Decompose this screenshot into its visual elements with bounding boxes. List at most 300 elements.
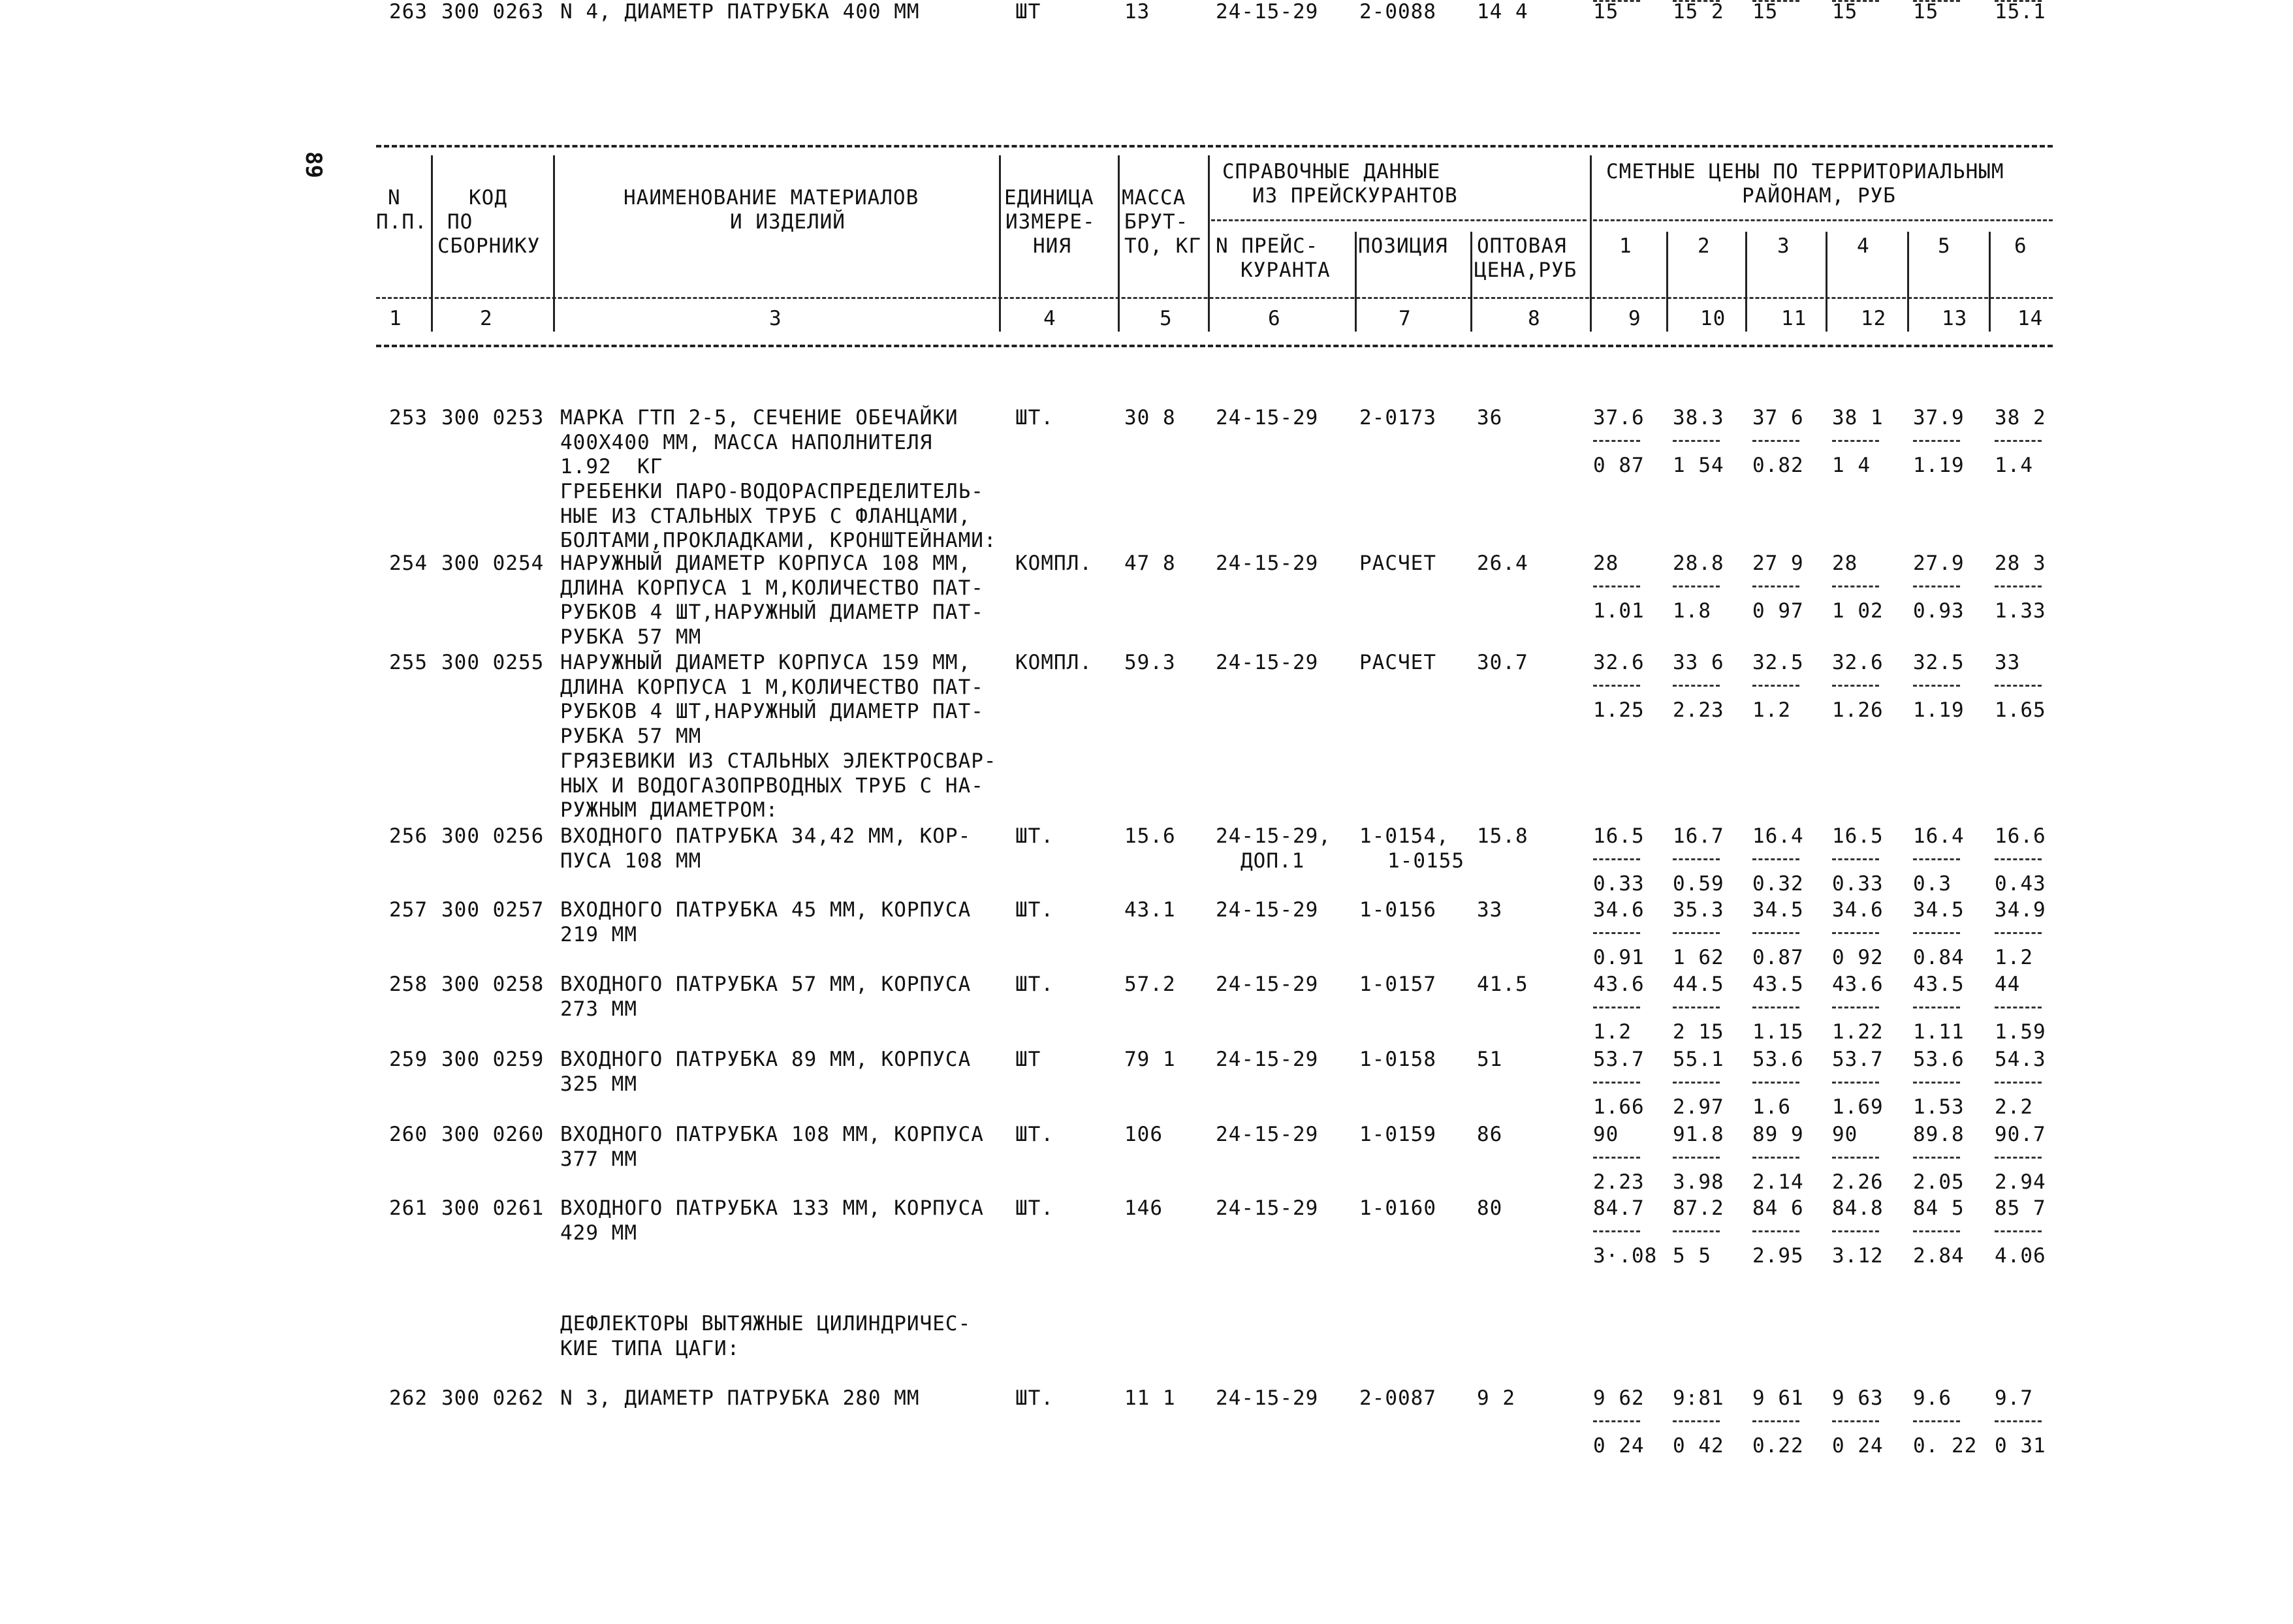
estimated-price-bottom: 1.19 bbox=[1913, 698, 1965, 722]
fraction-bar bbox=[1593, 1157, 1640, 1159]
fraction-bar bbox=[1752, 932, 1799, 934]
fraction-bar bbox=[1593, 586, 1640, 587]
estimated-price-top: 9:81 bbox=[1673, 1386, 1724, 1410]
row-code: 300 0261 bbox=[441, 1196, 545, 1220]
column-separator bbox=[553, 155, 555, 332]
estimated-price-bottom: 2.14 bbox=[1752, 1170, 1804, 1194]
header-col-number-14: 14 bbox=[2017, 307, 2044, 330]
estimated-price-bottom: 2.95 bbox=[1752, 1244, 1804, 1268]
row-unit: ШТ. bbox=[1015, 898, 1054, 922]
header-col6-line1: N ПРЕЙС- bbox=[1216, 234, 1319, 258]
header-col5-line1: МАССА bbox=[1122, 186, 1186, 210]
header-price-group-line2: РАЙОНАМ, РУБ bbox=[1742, 184, 1896, 208]
fraction-bar bbox=[1995, 1420, 2042, 1422]
row-unit: КОМПЛ. bbox=[1015, 552, 1092, 575]
row-unit: ШТ. bbox=[1015, 406, 1054, 429]
fraction-bar bbox=[1673, 685, 1720, 687]
estimated-price-top: 16.4 bbox=[1913, 824, 1965, 848]
estimated-price-top: 38 1 bbox=[1832, 406, 1884, 429]
fraction-bar bbox=[1995, 685, 2042, 687]
header-col-number-11: 11 bbox=[1781, 307, 1807, 330]
estimated-price-top: 87.2 bbox=[1673, 1196, 1724, 1220]
fraction-bar bbox=[1752, 858, 1799, 860]
header-mid-rule bbox=[376, 297, 2053, 299]
fraction-bar bbox=[1995, 0, 2042, 2]
estimated-price-bottom: 5 5 bbox=[1673, 1244, 1711, 1268]
fraction-bar bbox=[1913, 1007, 1960, 1008]
fraction-bar bbox=[1752, 1082, 1799, 1084]
row-position: 1-0154, bbox=[1359, 824, 1449, 848]
header-region-2: 2 bbox=[1698, 234, 1711, 258]
row-name-line: ВХОДНОГО ПАТРУБКА 57 ММ, КОРПУСА bbox=[560, 973, 972, 996]
estimated-price-bottom: 1.53 bbox=[1913, 1095, 1965, 1119]
fraction-bar bbox=[1752, 1007, 1799, 1008]
estimated-price-bottom: 1.8 bbox=[1673, 599, 1711, 623]
estimated-price-top: 54.3 bbox=[1995, 1048, 2046, 1071]
estimated-price-top: 35.3 bbox=[1673, 898, 1724, 922]
row-pricelist: 24-15-29 bbox=[1216, 0, 1319, 23]
row-name-line: ДЛИНА КОРПУСА 1 М,КОЛИЧЕСТВО ПАТ- bbox=[560, 675, 984, 699]
row-code: 300 0256 bbox=[441, 824, 545, 848]
estimated-price-top: 43.5 bbox=[1752, 973, 1804, 996]
header-col2-line1: КОД bbox=[469, 186, 507, 210]
row-pricelist: 24-15-29 bbox=[1216, 651, 1319, 674]
fraction-bar bbox=[1752, 685, 1799, 687]
fraction-bar bbox=[1913, 1157, 1960, 1159]
estimated-price-bottom: 1.2 bbox=[1752, 698, 1791, 722]
estimated-price-bottom: 0. 22 bbox=[1913, 1434, 1978, 1458]
estimated-price-bottom: 1.69 bbox=[1832, 1095, 1884, 1119]
header-region-3: 3 bbox=[1777, 234, 1790, 258]
estimated-price-top: 44 bbox=[1995, 973, 2021, 996]
estimated-price-bottom: 1 02 bbox=[1832, 599, 1884, 623]
row-name-line: РУБКОВ 4 ШТ,НАРУЖНЫЙ ДИАМЕТР ПАТ- bbox=[560, 601, 984, 624]
fraction-bar bbox=[1593, 932, 1640, 934]
estimated-price-top: 9 62 bbox=[1593, 1386, 1645, 1410]
row-pricelist: 24-15-29 bbox=[1216, 973, 1319, 996]
row-wholesale-price: 30.7 bbox=[1477, 651, 1528, 674]
estimated-price-bottom: 1.2 bbox=[1593, 1020, 1632, 1044]
estimated-price-top: 15 bbox=[1832, 0, 1858, 23]
row-code: 300 0257 bbox=[441, 898, 545, 922]
estimated-price-bottom: 2.97 bbox=[1673, 1095, 1724, 1119]
estimated-price-top: 27 9 bbox=[1752, 552, 1804, 575]
estimated-price-top: 28 bbox=[1832, 552, 1858, 575]
header-col-number-3: 3 bbox=[769, 307, 782, 330]
estimated-price-top: 43.6 bbox=[1832, 973, 1884, 996]
estimated-price-bottom: 1 4 bbox=[1832, 454, 1871, 477]
estimated-price-bottom: 0.93 bbox=[1913, 599, 1965, 623]
estimated-price-top: 9.7 bbox=[1995, 1386, 2033, 1410]
header-col1-line2: П.П. bbox=[376, 210, 428, 234]
estimated-price-bottom: 2.23 bbox=[1673, 698, 1724, 722]
estimated-price-top: 16.5 bbox=[1593, 824, 1645, 848]
fraction-bar bbox=[1752, 1420, 1799, 1422]
column-separator bbox=[1470, 232, 1472, 332]
fraction-bar bbox=[1752, 0, 1799, 2]
estimated-price-bottom: 1.59 bbox=[1995, 1020, 2046, 1044]
row-position: 1-0159 bbox=[1359, 1123, 1436, 1146]
estimated-price-top: 84.8 bbox=[1832, 1196, 1884, 1220]
header-col5-line3: ТО, КГ bbox=[1124, 234, 1201, 258]
estimated-price-top: 37 6 bbox=[1752, 406, 1804, 429]
row-code: 300 0255 bbox=[441, 651, 545, 674]
row-name-line: ПУСА 108 ММ bbox=[560, 849, 702, 873]
estimated-price-bottom: 1.26 bbox=[1832, 698, 1884, 722]
fraction-bar bbox=[1832, 1420, 1879, 1422]
estimated-price-top: 27.9 bbox=[1913, 552, 1965, 575]
row-code: 300 0258 bbox=[441, 973, 545, 996]
row-name-line: N 3, ДИАМЕТР ПАТРУБКА 280 ММ bbox=[560, 1386, 920, 1410]
estimated-price-bottom: 0.59 bbox=[1673, 872, 1724, 896]
estimated-price-top: 90 bbox=[1832, 1123, 1858, 1146]
row-position: 1-0157 bbox=[1359, 973, 1436, 996]
fraction-bar bbox=[1832, 858, 1879, 860]
estimated-price-top: 9.6 bbox=[1913, 1386, 1952, 1410]
header-region-1: 1 bbox=[1619, 234, 1632, 258]
row-name-line: 219 ММ bbox=[560, 922, 637, 946]
row-unit: ШТ. bbox=[1015, 973, 1054, 996]
row-unit: ШТ bbox=[1015, 0, 1041, 23]
row-name-line: ВХОДНОГО ПАТРУБКА 133 ММ, КОРПУСА bbox=[560, 1196, 984, 1220]
estimated-price-bottom: 0.32 bbox=[1752, 872, 1804, 896]
estimated-price-top: 28 bbox=[1593, 552, 1619, 575]
column-separator bbox=[1907, 232, 1909, 332]
fraction-bar bbox=[1832, 685, 1879, 687]
fraction-bar bbox=[1832, 0, 1879, 2]
fraction-bar bbox=[1593, 440, 1640, 442]
row-mass: 47 8 bbox=[1124, 552, 1176, 575]
header-region-5: 5 bbox=[1938, 234, 1951, 258]
estimated-price-bottom: 1.15 bbox=[1752, 1020, 1804, 1044]
fraction-bar bbox=[1673, 932, 1720, 934]
row-mass: 57.2 bbox=[1124, 973, 1176, 996]
fraction-bar bbox=[1995, 1007, 2042, 1008]
fraction-bar bbox=[1995, 1157, 2042, 1159]
header-col-number-2: 2 bbox=[480, 307, 493, 330]
estimated-price-top: 90 bbox=[1593, 1123, 1619, 1146]
row-name-line: 1.92 КГ bbox=[560, 455, 663, 478]
fraction-bar bbox=[1752, 1157, 1799, 1159]
header-col2-line3: СБОРНИКУ bbox=[437, 234, 541, 258]
fraction-bar bbox=[1913, 1082, 1960, 1084]
group-heading-line: РУЖНЫМ ДИАМЕТРОМ: bbox=[560, 798, 779, 822]
column-separator bbox=[1989, 232, 1991, 332]
estimated-price-bottom: 1 54 bbox=[1673, 454, 1724, 477]
estimated-price-bottom: 1.65 bbox=[1995, 698, 2046, 722]
estimated-price-bottom: 0 97 bbox=[1752, 599, 1804, 623]
row-pricelist: 24-15-29 bbox=[1216, 1123, 1319, 1146]
estimated-price-bottom: 3.12 bbox=[1832, 1244, 1884, 1268]
estimated-price-bottom: 2.84 bbox=[1913, 1244, 1965, 1268]
fraction-bar bbox=[1673, 1007, 1720, 1008]
header-bottom-rule bbox=[376, 345, 2053, 347]
header-col8-line1: ОПТОВАЯ bbox=[1477, 234, 1567, 258]
row-position: РАСЧЕТ bbox=[1359, 651, 1436, 674]
row-mass: 59.3 bbox=[1124, 651, 1176, 674]
row-pricelist: 24-15-29 bbox=[1216, 1386, 1319, 1410]
fraction-bar bbox=[1593, 1082, 1640, 1084]
estimated-price-bottom: 1.4 bbox=[1995, 454, 2033, 477]
estimated-price-top: 84 6 bbox=[1752, 1196, 1804, 1220]
fraction-bar bbox=[1995, 1082, 2042, 1084]
estimated-price-bottom: 0.82 bbox=[1752, 454, 1804, 477]
row-wholesale-price: 80 bbox=[1477, 1196, 1503, 1220]
estimated-price-top: 9 61 bbox=[1752, 1386, 1804, 1410]
estimated-price-bottom: 1.6 bbox=[1752, 1095, 1791, 1119]
estimated-price-bottom: 2.94 bbox=[1995, 1170, 2046, 1194]
fraction-bar bbox=[1593, 685, 1640, 687]
header-col2-line2: ПО bbox=[447, 210, 473, 234]
row-wholesale-price: 33 bbox=[1477, 898, 1503, 922]
estimated-price-top: 15 bbox=[1913, 0, 1939, 23]
estimated-price-top: 44.5 bbox=[1673, 973, 1724, 996]
row-name-line: 273 ММ bbox=[560, 997, 637, 1021]
row-wholesale-price: 41.5 bbox=[1477, 973, 1528, 996]
row-code: 300 0260 bbox=[441, 1123, 545, 1146]
row-number: 253 bbox=[389, 406, 428, 429]
ref-group-rule bbox=[1211, 219, 1587, 221]
estimated-price-bottom: 0.22 bbox=[1752, 1434, 1804, 1458]
row-mass: 106 bbox=[1124, 1123, 1163, 1146]
row-mass: 30 8 bbox=[1124, 406, 1176, 429]
row-wholesale-price: 26.4 bbox=[1477, 552, 1528, 575]
header-col4-line2: ИЗМЕРЕ- bbox=[1005, 210, 1096, 234]
estimated-price-bottom: 1.25 bbox=[1593, 698, 1645, 722]
fraction-bar bbox=[1913, 440, 1960, 442]
row-name-line: ВХОДНОГО ПАТРУБКА 34,42 ММ, КОР- bbox=[560, 824, 972, 848]
fraction-bar bbox=[1832, 586, 1879, 587]
header-col6-line2: КУРАНТА bbox=[1241, 258, 1331, 282]
fraction-bar bbox=[1995, 932, 2042, 934]
row-position: 2-0173 bbox=[1359, 406, 1436, 429]
row-unit: ШТ. bbox=[1015, 1386, 1054, 1410]
estimated-price-bottom: 0.33 bbox=[1593, 872, 1645, 896]
header-ref-group-line1: СПРАВОЧНЫЕ ДАННЫЕ bbox=[1222, 160, 1441, 183]
header-col3-line2: И ИЗДЕЛИЙ bbox=[730, 210, 846, 234]
estimated-price-top: 90.7 bbox=[1995, 1123, 2046, 1146]
estimated-price-top: 38.3 bbox=[1673, 406, 1724, 429]
fraction-bar bbox=[1832, 932, 1879, 934]
row-position: 1-0160 bbox=[1359, 1196, 1436, 1220]
estimated-price-bottom: 4.06 bbox=[1995, 1244, 2046, 1268]
fraction-bar bbox=[1673, 1157, 1720, 1159]
fraction-bar bbox=[1832, 440, 1879, 442]
row-name-line: ВХОДНОГО ПАТРУБКА 89 ММ, КОРПУСА bbox=[560, 1048, 972, 1071]
row-unit: ШТ. bbox=[1015, 1196, 1054, 1220]
row-number: 256 bbox=[389, 824, 428, 848]
estimated-price-bottom: 1.01 bbox=[1593, 599, 1645, 623]
row-code: 300 0259 bbox=[441, 1048, 545, 1071]
row-mass: 43.1 bbox=[1124, 898, 1176, 922]
row-name-line: ДЛИНА КОРПУСА 1 М,КОЛИЧЕСТВО ПАТ- bbox=[560, 576, 984, 600]
row-pricelist: 24-15-29 bbox=[1216, 1196, 1319, 1220]
row-number: 254 bbox=[389, 552, 428, 575]
header-col3-line1: НАИМЕНОВАНИЕ МАТЕРИАЛОВ bbox=[624, 186, 919, 210]
row-pricelist: 24-15-29 bbox=[1216, 552, 1319, 575]
fraction-bar bbox=[1995, 440, 2042, 442]
fraction-bar bbox=[1995, 1230, 2042, 1232]
fraction-bar bbox=[1593, 1420, 1640, 1422]
header-col-number-13: 13 bbox=[1942, 307, 1968, 330]
header-col-number-10: 10 bbox=[1700, 307, 1726, 330]
estimated-price-bottom: 1.11 bbox=[1913, 1020, 1965, 1044]
estimated-price-top: 32.6 bbox=[1593, 651, 1645, 674]
header-col-number-6: 6 bbox=[1268, 307, 1281, 330]
column-separator bbox=[1355, 232, 1357, 332]
column-separator bbox=[1208, 155, 1210, 332]
header-col5-line2: БРУТ- bbox=[1124, 210, 1189, 234]
estimated-price-top: 15.1 bbox=[1995, 0, 2046, 23]
estimated-price-top: 34.5 bbox=[1913, 898, 1965, 922]
estimated-price-top: 9 63 bbox=[1832, 1386, 1884, 1410]
fraction-bar bbox=[1673, 1082, 1720, 1084]
header-col-number-8: 8 bbox=[1528, 307, 1541, 330]
row-position: 2-0088 bbox=[1359, 0, 1436, 23]
row-pricelist: ДОП.1 bbox=[1241, 849, 1305, 873]
header-price-group-line1: СМЕТНЫЕ ЦЕНЫ ПО ТЕРРИТОРИАЛЬНЫМ bbox=[1606, 160, 2004, 183]
row-name-line: 400Х400 ММ, МАССА НАПОЛНИТЕЛЯ bbox=[560, 430, 933, 454]
group-heading-line: ДЕФЛЕКТОРЫ ВЫТЯЖНЫЕ ЦИЛИНДРИЧЕС- bbox=[560, 1312, 972, 1335]
estimated-price-bottom: 3.98 bbox=[1673, 1170, 1724, 1194]
header-col-number-5: 5 bbox=[1160, 307, 1173, 330]
row-code: 300 0253 bbox=[441, 406, 545, 429]
group-heading-line: КИЕ ТИПА ЦАГИ: bbox=[560, 1336, 740, 1360]
row-number: 262 bbox=[389, 1386, 428, 1410]
row-name-line: ВХОДНОГО ПАТРУБКА 108 ММ, КОРПУСА bbox=[560, 1123, 984, 1146]
row-pricelist: 24-15-29 bbox=[1216, 1048, 1319, 1071]
estimated-price-top: 84.7 bbox=[1593, 1196, 1645, 1220]
row-wholesale-price: 36 bbox=[1477, 406, 1503, 429]
estimated-price-bottom: 0 24 bbox=[1593, 1434, 1645, 1458]
estimated-price-top: 16.5 bbox=[1832, 824, 1884, 848]
row-mass: 79 1 bbox=[1124, 1048, 1176, 1071]
estimated-price-top: 33 6 bbox=[1673, 651, 1724, 674]
row-mass: 146 bbox=[1124, 1196, 1163, 1220]
fraction-bar bbox=[1913, 932, 1960, 934]
fraction-bar bbox=[1673, 440, 1720, 442]
estimated-price-bottom: 1 62 bbox=[1673, 946, 1724, 969]
estimated-price-top: 34.6 bbox=[1832, 898, 1884, 922]
estimated-price-top: 32.5 bbox=[1913, 651, 1965, 674]
fraction-bar bbox=[1752, 586, 1799, 587]
estimated-price-top: 16.7 bbox=[1673, 824, 1724, 848]
estimated-price-bottom: 2.2 bbox=[1995, 1095, 2033, 1119]
group-heading-line: ГРЯЗЕВИКИ ИЗ СТАЛЬНЫХ ЭЛЕКТРОСВАР- bbox=[560, 749, 997, 773]
header-col1-line1: N bbox=[388, 186, 401, 210]
row-pricelist: 24-15-29 bbox=[1216, 406, 1319, 429]
row-pricelist: 24-15-29, bbox=[1216, 824, 1331, 848]
estimated-price-top: 55.1 bbox=[1673, 1048, 1724, 1071]
row-name-line: 377 ММ bbox=[560, 1147, 637, 1171]
estimated-price-top: 53.7 bbox=[1832, 1048, 1884, 1071]
estimated-price-bottom: 0 87 bbox=[1593, 454, 1645, 477]
estimated-price-bottom: 1.33 bbox=[1995, 599, 2046, 623]
fraction-bar bbox=[1593, 1230, 1640, 1232]
row-wholesale-price: 86 bbox=[1477, 1123, 1503, 1146]
column-separator bbox=[1666, 232, 1668, 332]
estimated-price-top: 32.6 bbox=[1832, 651, 1884, 674]
fraction-bar bbox=[1995, 858, 2042, 860]
row-number: 255 bbox=[389, 651, 428, 674]
header-col-number-9: 9 bbox=[1628, 307, 1641, 330]
header-col7: ПОЗИЦИЯ bbox=[1358, 234, 1448, 258]
estimated-price-bottom: 0 31 bbox=[1995, 1434, 2046, 1458]
row-unit: ШТ bbox=[1015, 1048, 1041, 1071]
estimated-price-bottom: 0 24 bbox=[1832, 1434, 1884, 1458]
fraction-bar bbox=[1673, 586, 1720, 587]
fraction-bar bbox=[1673, 0, 1720, 2]
fraction-bar bbox=[1913, 586, 1960, 587]
estimated-price-top: 53.6 bbox=[1752, 1048, 1804, 1071]
estimated-price-bottom: 2.23 bbox=[1593, 1170, 1645, 1194]
column-separator bbox=[1118, 155, 1120, 332]
estimated-price-top: 43.6 bbox=[1593, 973, 1645, 996]
row-position: 1-0158 bbox=[1359, 1048, 1436, 1071]
row-mass: 11 1 bbox=[1124, 1386, 1176, 1410]
row-name-line: РУБКА 57 ММ bbox=[560, 625, 702, 649]
estimated-price-top: 84 5 bbox=[1913, 1196, 1965, 1220]
row-name-line: РУБКА 57 ММ bbox=[560, 724, 702, 748]
estimated-price-bottom: 0 92 bbox=[1832, 946, 1884, 969]
row-unit: ШТ. bbox=[1015, 1123, 1054, 1146]
estimated-price-top: 91.8 bbox=[1673, 1123, 1724, 1146]
row-position: РАСЧЕТ bbox=[1359, 552, 1436, 575]
fraction-bar bbox=[1913, 1230, 1960, 1232]
estimated-price-top: 16.6 bbox=[1995, 824, 2046, 848]
estimated-price-top: 85 7 bbox=[1995, 1196, 2046, 1220]
fraction-bar bbox=[1832, 1157, 1879, 1159]
fraction-bar bbox=[1673, 1230, 1720, 1232]
row-number: 257 bbox=[389, 898, 428, 922]
estimated-price-bottom: 0 42 bbox=[1673, 1434, 1724, 1458]
estimated-price-bottom: 2 15 bbox=[1673, 1020, 1724, 1044]
fraction-bar bbox=[1913, 858, 1960, 860]
row-number: 258 bbox=[389, 973, 428, 996]
group-heading-line: НЫХ И ВОДОГАЗОПРВОДНЫХ ТРУБ С НА- bbox=[560, 773, 984, 798]
fraction-bar bbox=[1832, 1082, 1879, 1084]
estimated-price-top: 37.6 bbox=[1593, 406, 1645, 429]
price-group-rule bbox=[1593, 219, 2053, 221]
estimated-price-top: 15 2 bbox=[1673, 0, 1724, 23]
estimated-price-bottom: 1.22 bbox=[1832, 1020, 1884, 1044]
row-name-line: НАРУЖНЫЙ ДИАМЕТР КОРПУСА 108 ММ, bbox=[560, 552, 972, 575]
estimated-price-top: 89 9 bbox=[1752, 1123, 1804, 1146]
estimated-price-top: 89.8 bbox=[1913, 1123, 1965, 1146]
row-unit: КОМПЛ. bbox=[1015, 651, 1092, 674]
fraction-bar bbox=[1593, 858, 1640, 860]
header-col8-line2: ЦЕНА,РУБ bbox=[1474, 258, 1577, 282]
fraction-bar bbox=[1673, 1420, 1720, 1422]
row-wholesale-price: 51 bbox=[1477, 1048, 1503, 1071]
header-region-6: 6 bbox=[2014, 234, 2027, 258]
estimated-price-top: 38 2 bbox=[1995, 406, 2046, 429]
row-unit: ШТ. bbox=[1015, 824, 1054, 848]
estimated-price-top: 34.9 bbox=[1995, 898, 2046, 922]
estimated-price-bottom: 0.84 bbox=[1913, 946, 1965, 969]
row-number: 260 bbox=[389, 1123, 428, 1146]
group-heading-line: БОЛТАМИ,ПРОКЛАДКАМИ, КРОНШТЕЙНАМИ: bbox=[560, 529, 997, 552]
row-pricelist: 24-15-29 bbox=[1216, 898, 1319, 922]
row-name-line: РУБКОВ 4 ШТ,НАРУЖНЫЙ ДИАМЕТР ПАТ- bbox=[560, 700, 984, 723]
header-col-number-7: 7 bbox=[1399, 307, 1412, 330]
estimated-price-bottom: 3·.08 bbox=[1593, 1244, 1658, 1268]
fraction-bar bbox=[1752, 440, 1799, 442]
group-heading-line: НЫЕ ИЗ СТАЛЬНЫХ ТРУБ С ФЛАНЦАМИ, bbox=[560, 504, 972, 528]
header-top-rule bbox=[376, 145, 2053, 148]
row-mass: 13 bbox=[1124, 0, 1150, 23]
header-region-4: 4 bbox=[1857, 234, 1870, 258]
